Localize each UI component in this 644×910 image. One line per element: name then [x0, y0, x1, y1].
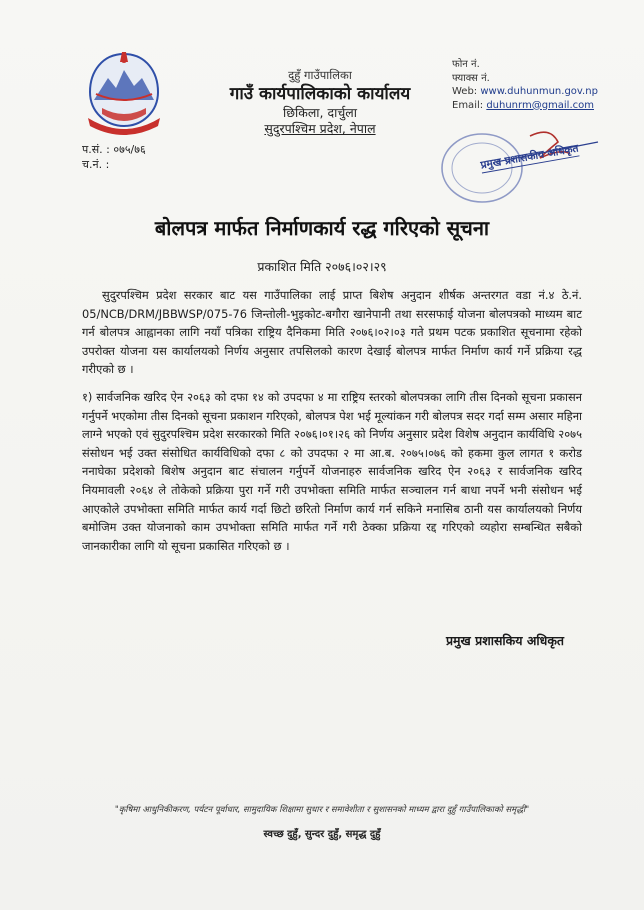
notice-title: बोलपत्र मार्फत निर्माणकार्य रद्ध गरिएको सूचना	[154, 216, 490, 240]
web-link[interactable]: www.duhunmun.gov.np	[480, 86, 598, 97]
signatory-title: प्रमुख प्रशासकिय अधिकृत	[445, 633, 565, 648]
fax-label: फ्याक्स नं.	[452, 72, 490, 84]
phone-label: फोन नं.	[452, 59, 480, 70]
notice-body	[82, 286, 582, 555]
municipality-name: दुहुँ गाउँपालिका	[288, 68, 352, 82]
province-country: सुदुरपश्चिम प्रदेश, नेपाल	[264, 121, 376, 136]
email-line	[452, 99, 637, 113]
body-paragraph-2: १) सार्वजनिक खरिद ऐन २०६३ को दफा १४ को उपदफा ४ मा राष्ट्रिय स्तरको बोलपत्रका लागि तीस दिनको सूचना प्रकासन गर्नुपर्ने भएकोमा तीस दिनको सूचना प्रकाशन गरिएको, बोलपत्र पेश भई मूल्यांकन गरी बोलपत्र सदर गर्दा सम्म असार महिना लाग्ने भएको एवं सुदुरपश्चिम प्रदेश सरकारको मिति २०७६।०१।२६ को निर्णय अनुसार प्रदेश विशेष अनुदान कार्यविधि २०७५ संसोधन भई उक्त संसोधित कार्यविधिको दफा ८ को उपदफा २ मा आ.ब. २०७५।०७६ को हकमा कुल लागत १ करोड ननाघेका प्रदेशको बिशेष अनुदान बाट संचालन गर्नुपर्ने योजनाहरु सार्वजनिक खरिद ऐन २०६३ र सार्वजनिक खरिद नियमावली २०६४ ले तोकेको प्रक्रिया पुरा गर्ने गरी उपभोक्ता समिति मार्फत सञ्चालन गर्न बाधा नपर्ने भनी संसोधन भई आएकोले उपभोक्ता समिति मार्फत कार्य गर्दा छिटो छरितो निर्माण कार्य गर्न सकिने मनासिब ठानी यस कार्यालयको निर्णय बमोजिम उक्त योजनाको काम उपभोक्ता समिति मार्फत गर्ने गरी ठेक्का प्रक्रिया रद्द गरिएको व्यहोरा सम्बन्धित सबैको जानकारीका लागि यो सूचना प्रकासित गरिएको छ ।	[82, 389, 582, 553]
web-label: Web:	[452, 86, 478, 97]
office-header	[200, 68, 440, 137]
dispatch-number: च.नं. :	[82, 158, 110, 171]
email-label: Email:	[452, 99, 484, 111]
reference-numbers	[82, 142, 146, 172]
official-stamp-icon	[430, 128, 605, 208]
body-paragraph-1: सुदुरपश्चिम प्रदेश सरकार बाट यस गाउँपालिका लाई प्राप्त बिशेष अनुदान शीर्षक अन्तरगत वडा नं.४ ठे.नं. 05/NCB/DRM/JBBWSP/075-76 जिन्तोली-भुइकोट-बगौरा खानेपानी तथा सरसफाई योजना बोलपत्रको माध्यम बाट गर्न बोलपत्र आह्वानका लागि नयाँ पत्रिका राष्ट्रिय दैनिकमा मिति २०७६।०२।०३ गते प्रथम पटक प्रकाशित सूचनामा रहेको उपरोक्त योजना यस कार्यालयको निर्णय अनुसार तपसिलको कारण देखाई बोलपत्र मार्फत निर्माण कार्य गर्ने प्रक्रिया रद्ध गरीएको छ ।	[82, 288, 582, 377]
government-emblem-icon	[82, 48, 166, 138]
stamp-designation: प्रमुख प्रशासकीय अधिकृत	[479, 142, 580, 172]
footer-vision-statement: "कृषिमा आधुनिकीकरण, पर्यटन पूर्वाधार, सामुदायिक शिक्षामा सुधार र समावेशीता र सुशासनको माध्यम द्वारा दुहुँ गाउँपालिकाको समृद्धी"	[114, 805, 530, 815]
office-name: गाउँ कार्यपालिकाको कार्यालय	[229, 84, 411, 104]
letter-number: प.सं. : ०७५/७६	[82, 143, 146, 156]
contact-block	[452, 58, 637, 112]
web-line	[452, 85, 637, 99]
office-location: छिकिला, दार्चुला	[282, 105, 358, 120]
footer-slogan: स्वच्छ दुहुँ, सुन्दर दुहुँ, समृद्ध दुहुँ	[263, 829, 381, 840]
email-link[interactable]: duhunrm@gmail.com	[486, 99, 594, 111]
published-date: प्रकाशित मिति २०७६।०२।२९	[257, 259, 387, 274]
